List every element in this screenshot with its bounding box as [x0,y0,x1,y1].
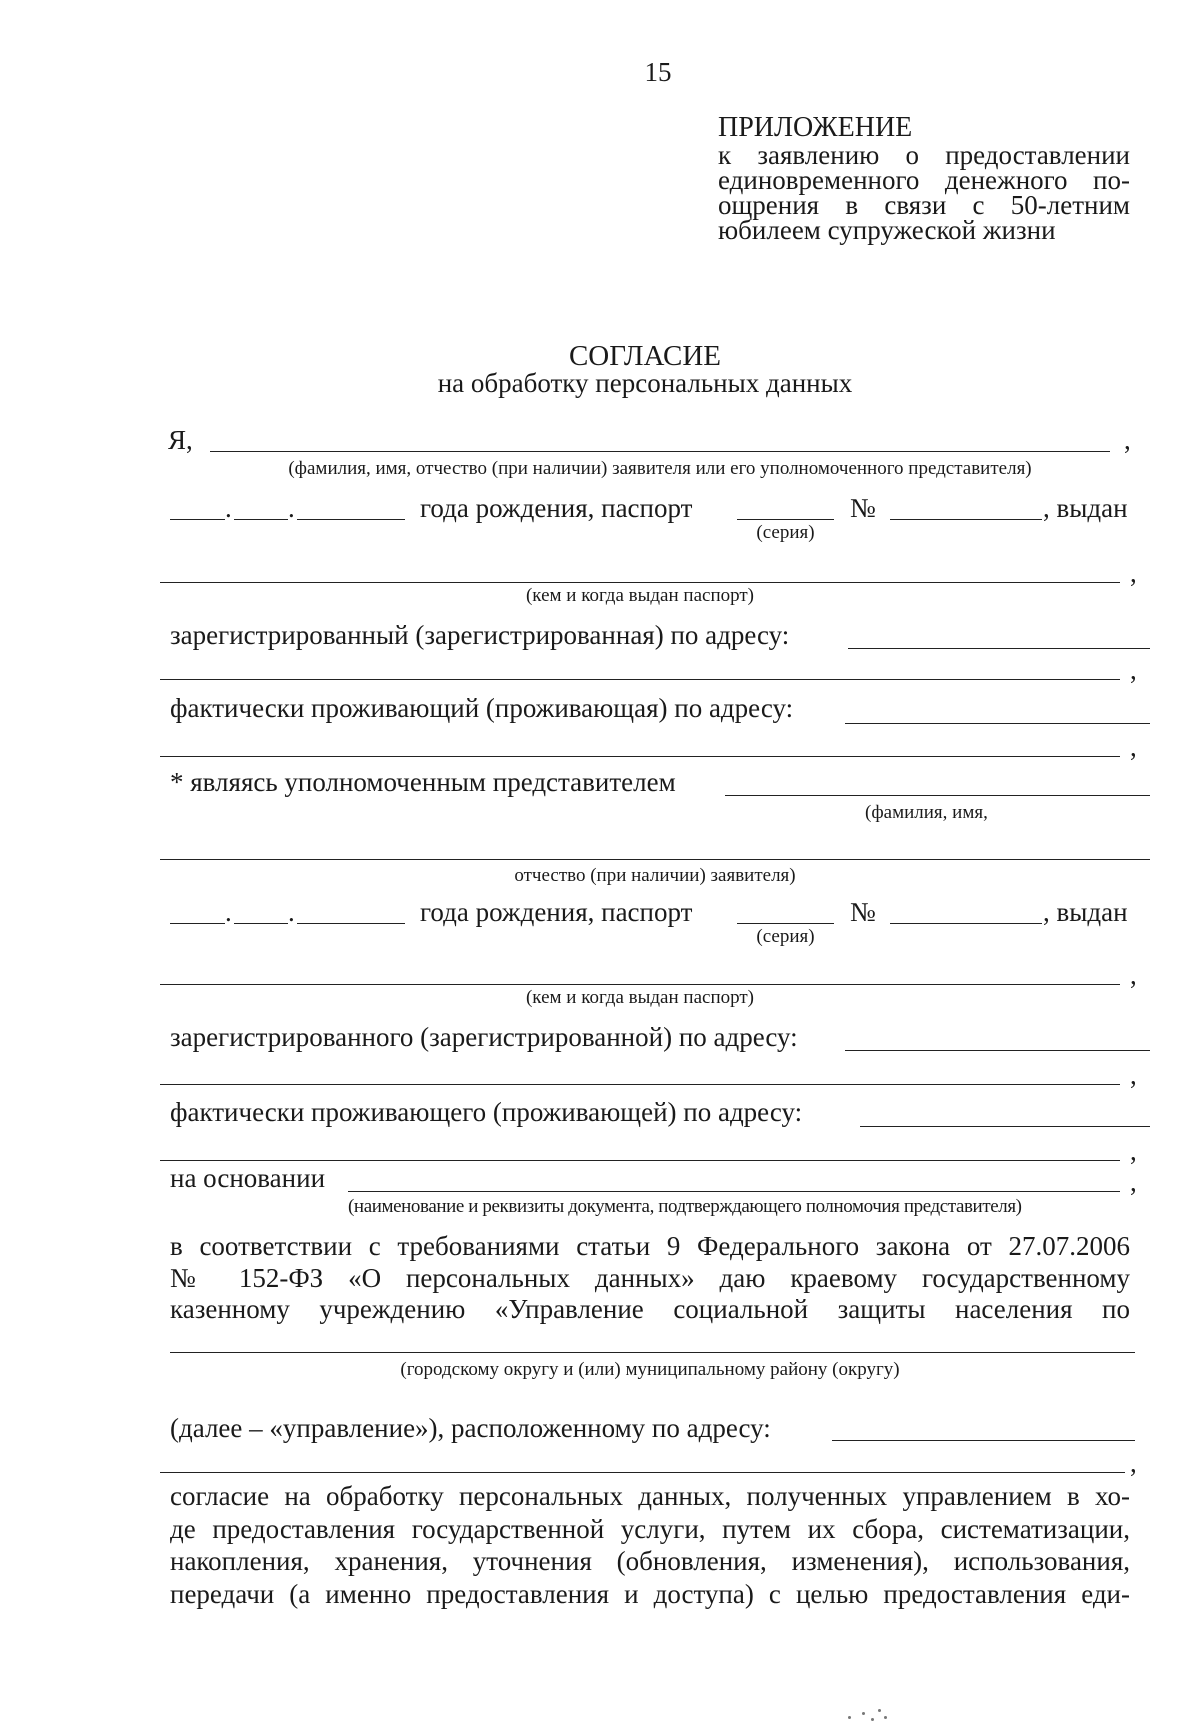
page-number: 15 [644,57,672,87]
appendix-heading: ПРИЛОЖЕНИЕ [718,112,913,143]
appendix-line: юбилеем супружеской жизни [718,215,1056,245]
issued-by-line[interactable] [160,582,1120,583]
caption-applicant-name: (фамилия, имя, отчество (при наличии) заявителя или его уполномоченного представителя) [288,458,1032,479]
birth-year-line[interactable] [297,519,405,520]
comma: , [1130,732,1137,762]
appendix-line: к заявлению о предоставлении [718,140,1130,170]
issued-label: , выдан [1043,493,1128,523]
rep-registered-address-line-2[interactable] [160,1084,1120,1085]
registered-address-line[interactable] [848,648,1150,649]
comma: , [1130,1136,1137,1166]
comma: , [1130,655,1137,685]
basis-label: на основании [170,1163,326,1193]
actual-address-label: фактически проживающий (проживающая) по адресу: [170,693,794,723]
caption-issued-by: (кем и когда выдан паспорт) [525,585,754,606]
birth-month-line[interactable] [234,519,288,520]
document-subtitle: на обработку персональных данных [437,368,853,398]
district-line[interactable] [170,1352,1135,1353]
appendix-line: единовременного денежного по- [718,165,1130,195]
passport-number-line[interactable] [890,519,1042,520]
administration-address-line[interactable] [832,1440,1135,1441]
applicant-name-line[interactable] [210,451,1110,452]
consent-line: согласие на обработку персональных данных, полученных управлением в хо- [170,1481,1130,1511]
rep-birth-day-line[interactable] [170,923,225,924]
law-line: казенному учреждению «Управление социальной защиты населения по [170,1294,1130,1324]
caption-rep-name: (фамилия, имя, [865,802,988,823]
rep-actual-address-line[interactable] [860,1126,1150,1127]
consent-line: передачи (а именно предоставления и доступа) с целью предоставления еди- [170,1578,1130,1609]
representative-name-line-2[interactable] [160,859,1150,860]
law-line: № 152-ФЗ «О персональных данных» даю краевому государственному [170,1262,1130,1293]
rep-birth-year-line[interactable] [297,923,405,924]
actual-address-line-2[interactable] [160,756,1120,757]
issued-label: , выдан [1043,897,1128,927]
caption-basis-doc: (наименование и реквизиты документа, подтверждающего полномочия представителя) [348,1196,1022,1217]
birth-day-line[interactable] [170,519,225,520]
date-separator: . [288,493,295,523]
number-sign: № [850,493,876,523]
hereinafter-label: (далее – «управление»), расположенному по адресу: [170,1413,771,1443]
comma: , [1130,1167,1137,1197]
rep-actual-address-label: фактически проживающего (проживающей) по адресу: [170,1097,803,1127]
birth-passport-label: года рождения, паспорт [420,493,693,523]
caption-district: (городскому округу и (или) муниципальному району (округу) [400,1359,900,1380]
consent-line: де предоставления государственной услуги, путем их сбора, систематизации, [170,1513,1130,1544]
rep-registered-address-label: зарегистрированного (зарегистрированной) по адресу: [170,1022,798,1052]
comma: , [1130,1448,1137,1478]
rep-issued-by-line[interactable] [160,984,1120,985]
comma: , [1130,1060,1137,1090]
law-paragraph [170,1231,1130,1326]
rep-passport-number-line[interactable] [890,923,1042,924]
comma: , [1124,425,1131,455]
administration-address-line-2[interactable] [160,1472,1125,1473]
registered-address-label: зарегистрированный (зарегистрированная) по адресу: [170,620,790,650]
caption-series: (серия) [756,926,815,947]
caption-rep-patronymic: отчество (при наличии) заявителя) [514,865,796,886]
appendix-line: ощрения в связи с 50-летним [718,190,1130,220]
representative-name-line[interactable] [725,795,1150,796]
rep-passport-series-line[interactable] [737,923,834,924]
caption-issued-by: (кем и когда выдан паспорт) [525,987,754,1008]
basis-document-line[interactable] [348,1191,1120,1192]
birth-passport-label: года рождения, паспорт [420,897,693,927]
date-separator: . [288,897,295,927]
date-separator: . [225,897,232,927]
pronoun-label: Я, [168,425,193,455]
consent-paragraph [170,1480,1130,1610]
law-line: в соответствии с требованиями статьи 9 Федерального закона от 27.07.2006 [170,1231,1130,1261]
registered-address-line-2[interactable] [160,679,1120,680]
representative-label: * являясь уполномоченным представителем [170,767,676,797]
number-sign: № [850,897,876,927]
date-separator: . [225,493,232,523]
comma: , [1130,960,1137,990]
rep-registered-address-line[interactable] [845,1050,1150,1051]
passport-series-line[interactable] [737,519,834,520]
caption-series: (серия) [756,522,815,543]
rep-actual-address-line-2[interactable] [160,1160,1120,1161]
rep-birth-month-line[interactable] [234,923,288,924]
comma: , [1130,558,1137,588]
document-title: СОГЛАСИЕ [568,340,722,372]
consent-line: накопления, хранения, уточнения (обновления, изменения), использования, [170,1546,1130,1576]
actual-address-line[interactable] [845,723,1150,724]
